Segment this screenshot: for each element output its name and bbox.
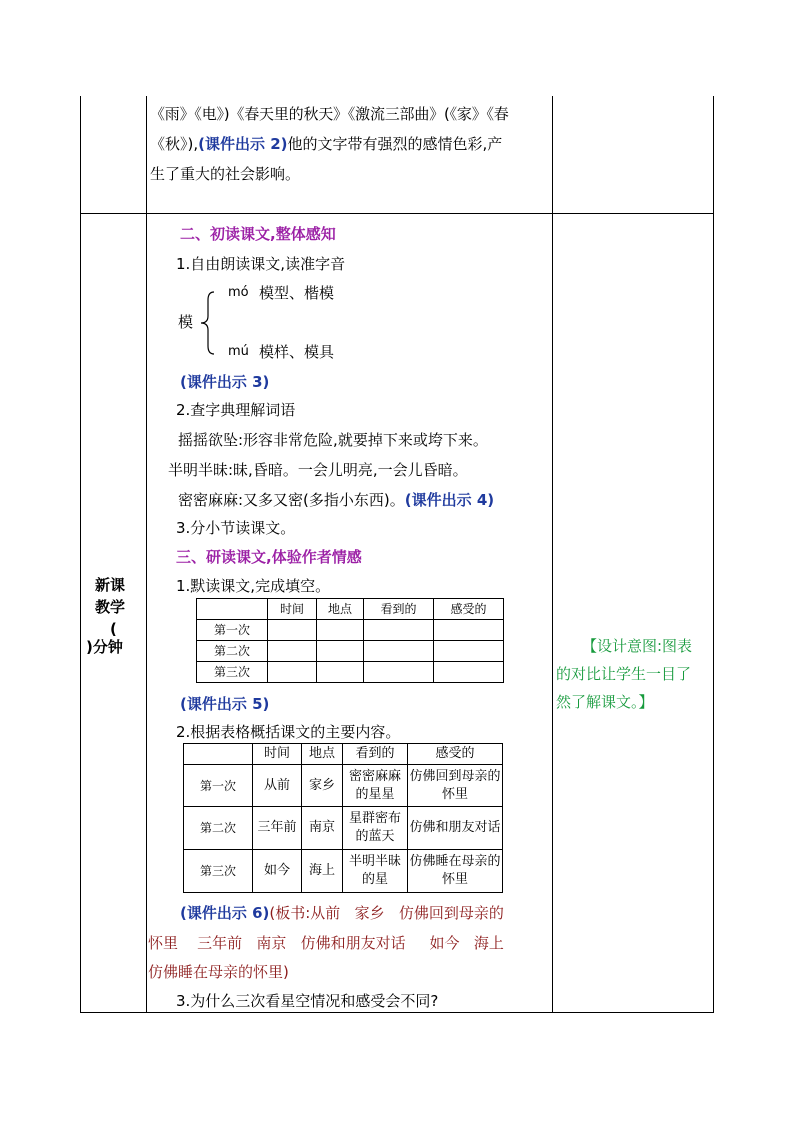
summary-cell: 南京 — [302, 807, 343, 850]
table-row — [184, 765, 503, 807]
top-line-2 — [150, 134, 502, 154]
section-2-heading: 二、初读课文,整体感知 — [180, 225, 336, 243]
board-line-1 — [180, 903, 504, 923]
blank-cell — [268, 662, 317, 683]
words-mo: 模型、楷模 — [259, 284, 335, 302]
left-label-4: )分钟 — [86, 638, 123, 656]
blank-table-row-label: 第一次 — [197, 620, 268, 641]
summary-cell: 从前 — [253, 765, 302, 807]
summary-cell: 第二次 — [184, 807, 253, 850]
summary-table — [183, 743, 503, 893]
blank-cell — [434, 620, 504, 641]
summary-cell: 第三次 — [184, 850, 253, 893]
courseware-show-4: (课件出示 4) — [404, 491, 495, 509]
blank-cell — [268, 641, 317, 662]
summary-cell: 密密麻麻的星星 — [343, 765, 408, 807]
courseware-show-6: (课件出示 6) — [180, 904, 270, 922]
blank-table-row-label: 第三次 — [197, 662, 268, 683]
courseware-show-3: (课件出示 3) — [180, 373, 270, 391]
blank-cell — [317, 641, 364, 662]
board-writing-3: 仿佛睡在母亲的怀里) — [148, 963, 289, 981]
table-row — [197, 641, 504, 662]
sec2-item-3: 3.分小节读课文。 — [176, 519, 296, 537]
table-border-right — [713, 96, 714, 1013]
summary-cell: 仿佛和朋友对话 — [408, 807, 503, 850]
top-line-3: 生了重大的社会影响。 — [150, 165, 301, 183]
summary-cell: 海上 — [302, 850, 343, 893]
blank-table-header: 地点 — [317, 599, 364, 620]
sec3-item-1: 1.默读课文,完成填空。 — [176, 577, 331, 595]
definition-2: 半明半昧:昧,昏暗。一会儿明亮,一会儿昏暗。 — [168, 461, 468, 479]
summary-cell: 半明半昧的星 — [343, 850, 408, 893]
definition-1: 摇摇欲坠:形容非常危险,就要掉下来或垮下来。 — [178, 431, 488, 449]
top-line-1: 《雨》《电》)《春天里的秋天》《激流三部曲》(《家》《春 — [150, 105, 509, 123]
design-note-2: 的对比让学生一目了 — [556, 665, 692, 683]
pinyin-mu: mú — [228, 344, 249, 359]
blank-table-header: 看到的 — [364, 599, 434, 620]
char-mo: 模 — [178, 313, 194, 331]
blank-table-header — [197, 599, 268, 620]
left-label-2: 教学 — [95, 598, 126, 616]
definition-3 — [178, 490, 494, 510]
table-border-col2 — [552, 96, 553, 1013]
summary-table-header: 看到的 — [343, 744, 408, 765]
sec2-item-1: 1.自由朗读课文,读准字音 — [176, 255, 346, 273]
summary-cell: 第一次 — [184, 765, 253, 807]
table-row — [197, 662, 504, 683]
blank-cell — [364, 662, 434, 683]
summary-cell: 仿佛回到母亲的怀里 — [408, 765, 503, 807]
courseware-show-2: (课件出示 2) — [198, 135, 288, 153]
summary-table-header: 地点 — [302, 744, 343, 765]
table-row — [184, 850, 503, 893]
table-border-bottom — [80, 1012, 714, 1013]
blank-cell — [434, 662, 504, 683]
summary-cell: 家乡 — [302, 765, 343, 807]
design-note-1: 【设计意图:图表 — [582, 637, 693, 655]
brace-icon — [198, 290, 220, 356]
summary-cell: 三年前 — [253, 807, 302, 850]
sec3-item-3: 3.为什么三次看星空情况和感受会不同? — [176, 992, 439, 1010]
blank-cell — [434, 641, 504, 662]
summary-table-header: 感受的 — [408, 744, 503, 765]
table-border-col1 — [146, 96, 147, 1013]
blank-cell — [364, 620, 434, 641]
words-mu: 模样、模具 — [259, 343, 335, 361]
courseware-show-5: (课件出示 5) — [180, 695, 270, 713]
definition-3-text: 密密麻麻:又多又密(多指小东西)。 — [178, 491, 405, 509]
blank-cell — [364, 641, 434, 662]
blank-cell — [317, 662, 364, 683]
sec3-item-2: 2.根据表格概括课文的主要内容。 — [176, 723, 401, 741]
summary-table-header — [184, 744, 253, 765]
summary-cell: 如今 — [253, 850, 302, 893]
top-line-2a: 《秋》), — [150, 135, 199, 153]
summary-cell: 仿佛睡在母亲的怀里 — [408, 850, 503, 893]
blank-cell — [268, 620, 317, 641]
table-border-left — [80, 96, 81, 1013]
board-writing-2: 怀里 三年前 南京 仿佛和朋友对话 如今 海上 — [148, 934, 504, 952]
blank-table — [196, 598, 504, 683]
board-writing-1: (板书:从前 家乡 仿佛回到母亲的 — [269, 904, 504, 922]
blank-cell — [317, 620, 364, 641]
table-row — [197, 620, 504, 641]
table-row — [184, 807, 503, 850]
section-3-heading: 三、研读课文,体验作者情感 — [176, 548, 362, 566]
summary-cell: 星群密布的蓝天 — [343, 807, 408, 850]
blank-table-header: 时间 — [268, 599, 317, 620]
left-label-1: 新课 — [95, 576, 126, 594]
summary-table-header: 时间 — [253, 744, 302, 765]
blank-table-row-label: 第二次 — [197, 641, 268, 662]
design-note-3: 然了解课文。】 — [556, 693, 654, 711]
left-label-3: ( — [110, 620, 117, 638]
sec2-item-2: 2.查字典理解词语 — [176, 401, 296, 419]
blank-table-header: 感受的 — [434, 599, 504, 620]
pinyin-mo: mó — [228, 285, 249, 300]
top-line-2c: 他的文字带有强烈的感情色彩,产 — [287, 135, 503, 153]
row-divider — [80, 213, 714, 214]
